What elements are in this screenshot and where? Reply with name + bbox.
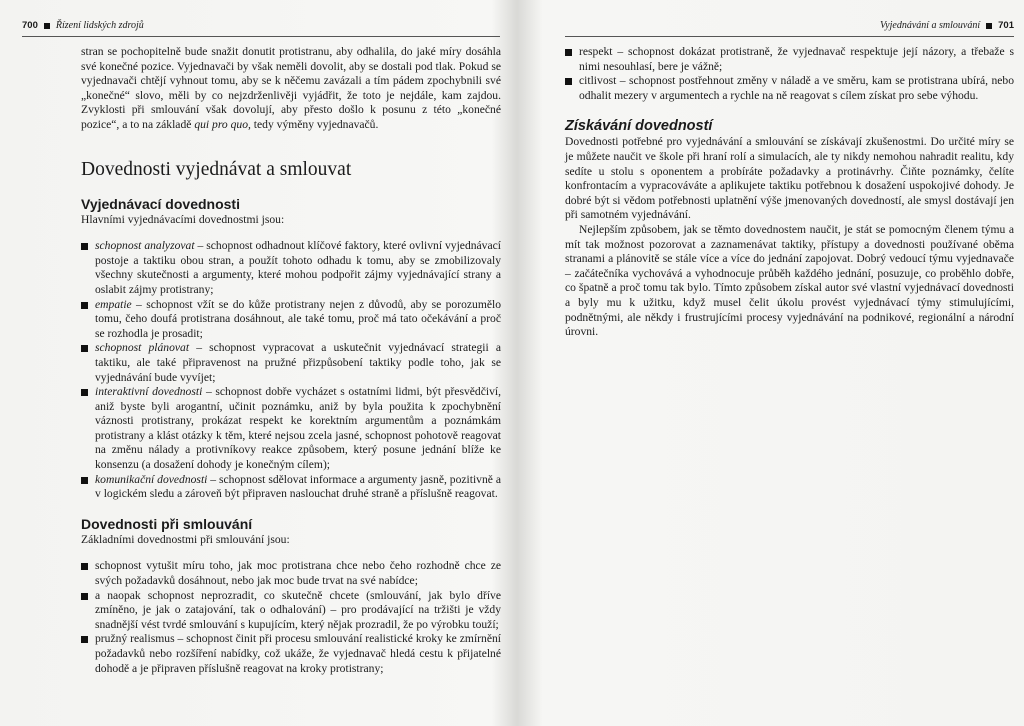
list-item: schopnost plánovat – schopnost vypracovat a uskutečnit vyjednávací strategii a taktiku, ale také připravenost na pružné přizpůsobení taktiky podle toho, jak se vyjednávání bude vyvíjet; — [81, 341, 501, 385]
list-item: a naopak schopnost neprozradit, co skutečně chcete (smlouvání, jak bylo dříve zmíněno, je jak o zatajování, tak o odhalování) – pro prodávající na tržišti je vždy snadnější vést tvrdé smlouvání s kupujícím, který nějak prozradil, že po výrobku touží; — [81, 589, 501, 633]
left-text-column — [81, 45, 501, 676]
intro-paragraph: stran se pochopitelně bude snažit donutit protistranu, aby odhalila, do jaké míry dosáhla své konečné pozice. Vyjednavači by však neměli dovolit, aby se dostali pod tlak. Pokud se vyjednavači chtějí vyhnout tomu, aby se k něčemu zavázali a tím pádem zpochybnili své „konečné“ slovo, měli by co nejzdrženlivěji vyjádřit, že toto je nejdále, kam zajdou. Zvyklosti při smlouvání však dovolují, aby přesto došlo k posunu z této „konečné pozice“, a to na základě qui pro quo, tedy výměny vyjednavačů. — [81, 45, 501, 131]
list-item: schopnost vytušit míru toho, jak moc protistrana chce nebo čeho rozhodně chce ze svých požadavků dosáhnout, nebo jak moc bude trvat na své nabídce; — [81, 559, 501, 588]
list-item: interaktivní dovednosti – schopnost dobře vycházet s ostatními lidmi, být přesvědčiví, aniž byste byli arogantní, učinit poznámku, aniž by byla použita k zpochybnění váznosti protistrany, prokázat respekt ke korektním argumentům a poznámkám protistrany a klást otázky k těm, které nejsou zcela jasné, schopnost pohotově reagovat na změnu nálady a protivníkovy reakce způsobem, který posune jednání blíže ke konsenzu (a dosažení dohody je konečným cílem); — [81, 385, 501, 473]
right-running-header — [880, 20, 1014, 31]
subsection-title-negotiating: Vyjednávací dovednosti — [81, 195, 240, 212]
bargaining-skills-list — [81, 559, 501, 676]
list-item: pružný realismus – schopnost činit při procesu smlouvání realistické kroky ke zmírnění požadavků nebo rozšíření nabídky, což ukáže, že vyjednavač hledá cestu k přijatelné dohodě a je připraven příslušně reagovat na kroky protistrany; — [81, 632, 501, 676]
right-text-column — [565, 45, 1014, 340]
list-item: empatie – schopnost vžít se do kůže protistrany nejen z důvodů, aby se porozumělo tomu, čeho doufá protistrana dosáhnout, ale také tomu, proč má tato očekávání a proč se rozhodla je prosadit; — [81, 298, 501, 342]
paragraph: Dovednosti potřebné pro vyjednávání a smlouvání se získávají zkušenostmi. Do určité míry se je můžete naučit ve škole při hraní rolí a simulacích, ale ty nikdy nemohou nahradit realitu, kdy sedíte u stolu s oponentem a probíráte požadavky a protinávrhy. Čiňte poznámky, čelíte konfrontacím a vypracováváte a aplikujete taktiku potřebnou k dosažení uspokojivé dohody. Je dobré být si vědom potřebnosti uplatnění výše jmenovaných dovedností, ale smysl dostávají jen při samotném vyjednávání. — [565, 135, 1014, 222]
left-running-header — [22, 20, 144, 31]
list-item: komunikační dovednosti – schopnost sdělovat informace a argumenty jasně, pozitivně a v logickém sledu a zároveň být připraven naslouchat druhé straně a příslušně reagovat. — [81, 473, 501, 502]
left-running-title: Řízení lidských zdrojů — [55, 20, 144, 31]
section-title: Dovednosti vyjednávat a smlouvat — [81, 158, 352, 180]
bargaining-skills-list-continued — [565, 45, 1014, 103]
subsection-lead: Hlavními vyjednávacími dovednostmi jsou: — [81, 212, 285, 226]
list-item: schopnost analyzovat – schopnost odhadnout klíčové faktory, které ovlivní vyjednávací postoje a taktiku obou stran, a použít tohoto odhadu k tomu, aby se zmobilizovaly všechny skutečnosti a argumenty, které mohou podpořit zájmy vyjednávající strany a oslabit zájmy protistrany; — [81, 239, 501, 297]
right-page — [515, 0, 1024, 726]
list-item: citlivost – schopnost postřehnout změny v náladě a ve směru, kam se protistrana ubírá, nebo odhalit mezery v argumentech a rychle na ně reagovat s cílem získat pro sebe výhodu. — [565, 74, 1014, 103]
paragraph: Nejlepším způsobem, jak se těmto dovednostem naučit, je stát se pomocným členem týmu a mít tak možnost pozorovat a zaznamenávat taktiky, přístupy a dovednosti používané oběma stranami a plánovitě se stále více a více do jednání zapojovat. Dobrý vedoucí týmu vyjednavače – začátečníka vychovává a vyhodnocuje průběh každého jednání, posuzuje, co proběhlo dobře, co špatně a proč tomu tak bylo. Tímto způsobem získal autor své vlastní vyjednávací dovednosti a byly mu k užitku, když musel čelit úkolu provést vyjednávací týmy stimulujícími, podnětnými, ale někdy i frustrujícími procesy vyjednávání na podnikové, regionální a národní úrovni. — [565, 222, 1014, 339]
section-title-acquiring-skills: Získávání dovedností — [565, 118, 713, 135]
right-page-number: 701 — [998, 20, 1014, 31]
right-header-rule — [565, 36, 1014, 37]
left-header-rule — [22, 36, 500, 37]
header-square-icon — [44, 23, 50, 29]
header-square-icon — [986, 23, 992, 29]
list-item: respekt – schopnost dokázat protistraně, že vyjednavač respektuje její názory, a třebaže s nimi nesouhlasí, bere je vážně; — [565, 45, 1014, 74]
negotiating-skills-list — [81, 239, 501, 502]
subsection-title-bargaining: Dovednosti při smlouvání — [81, 515, 253, 532]
subsection-lead: Základními dovednostmi při smlouvání jsou: — [81, 532, 290, 546]
left-page-number: 700 — [22, 20, 38, 31]
right-running-title: Vyjednávání a smlouvání — [879, 20, 981, 31]
